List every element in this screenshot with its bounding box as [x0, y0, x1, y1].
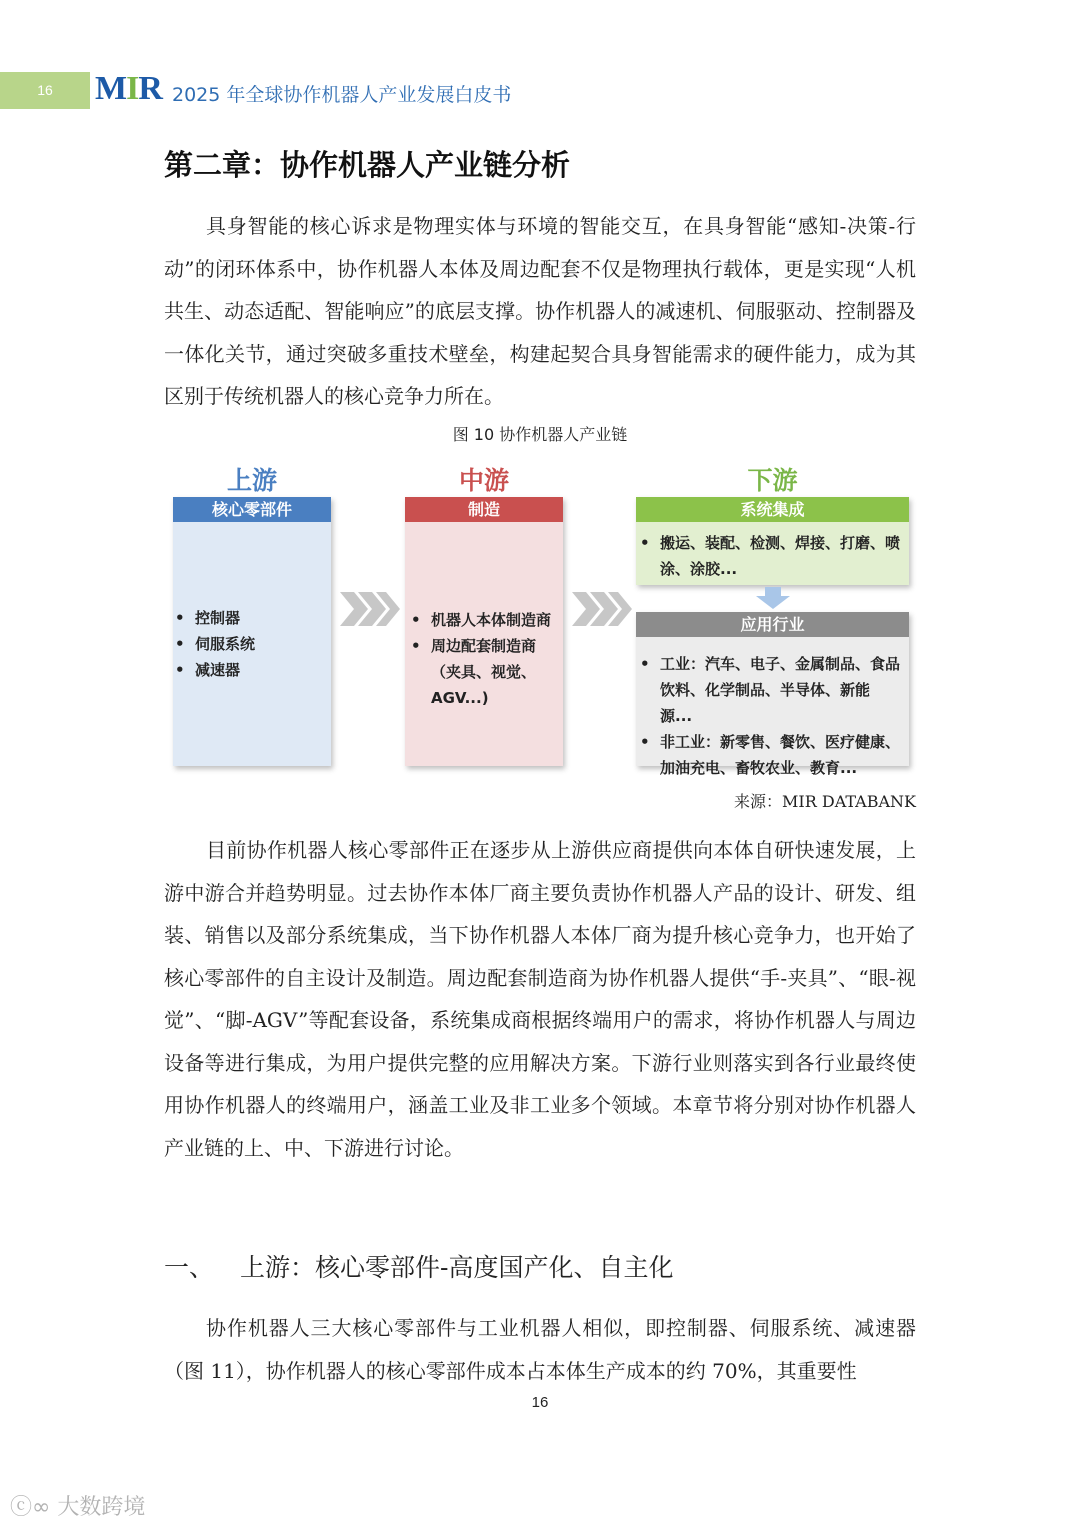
- section-paragraph: 协作机器人三大核心零部件与工业机器人相似，即控制器、伺服系统、减速器（图 11），协作机器人的核心零部件成本占本体生产成本的约 70%，其重要性: [164, 1316, 916, 1383]
- industry-list: [638, 651, 902, 781]
- header-page-number: 16: [37, 82, 53, 98]
- list-item: • 搬运、装配、检测、焊接、打磨、喷涂、涂胶...: [638, 530, 902, 582]
- chevron-arrow-icon: [340, 592, 400, 626]
- upstream-title: 上游: [226, 466, 277, 495]
- list-item: • 周边配套制造商（夹具、视觉、AGV...): [409, 633, 559, 711]
- industry-box: [636, 612, 909, 777]
- list-item: • 伺服系统: [173, 631, 323, 657]
- integration-list: [638, 530, 902, 582]
- midstream-title: 中游: [458, 466, 509, 495]
- footer-page-number: 16: [531, 1394, 549, 1411]
- midstream-box: [405, 497, 563, 766]
- industry-header: 应用行业: [636, 612, 909, 637]
- body-paragraph: 目前协作机器人核心零部件正在逐步从上游供应商提供向本体自研快速发展，上游中游合并趋势明显。过去协作本体厂商主要负责协作机器人产品的设计、研发、组装、销售以及部分系统集成，当下协作机器人本体厂商为提升核心竞争力，也开始了核心零部件的自主设计及制造。周边配套制造商为协作机器人提供“手-夹具”、“眼-视觉”、“脚-AGV”等配套设备，系统集成商根据终端用户的需求，将协作机器人与周边设备等进行集成，为用户提供完整的应用解决方案。下游行业则落实到各行业最终使用协作机器人的终端用户，涵盖工业及非工业多个领域。本章节将分别对协作机器人产业链的上、中、下游进行讨论。: [164, 838, 916, 1160]
- midstream-list: [409, 607, 559, 711]
- section-title: 上游：核心零部件-高度国产化、自主化: [240, 1253, 674, 1282]
- list-item: • 控制器: [173, 605, 323, 631]
- upstream-header: 核心零部件: [173, 497, 331, 522]
- watermark-logo-icon: ⓒ∞: [10, 1495, 58, 1520]
- list-item: • 减速器: [173, 657, 323, 683]
- header-title: 2025 年全球协作机器人产业发展白皮书: [172, 84, 512, 106]
- figure-caption: 图 10 协作机器人产业链: [452, 425, 628, 444]
- chevron-arrow-icon: [572, 592, 632, 626]
- down-arrow-icon: [756, 587, 790, 609]
- watermark: ⓒ∞ 大数跨境: [10, 1495, 146, 1520]
- list-item: • 非工业：新零售、餐饮、医疗健康、加油充电、畜牧农业、教育...: [638, 729, 902, 781]
- mir-logo: MIR: [95, 70, 162, 107]
- figure-source: 来源：MIR DATABANK: [734, 792, 916, 811]
- upstream-box: [173, 497, 331, 766]
- integration-box: [636, 497, 909, 585]
- intro-paragraph: 具身智能的核心诉求是物理实体与环境的智能交互，在具身智能“感知-决策-行动”的闭环体系中，协作机器人本体及周边配套不仅是物理执行载体，更是实现“人机共生、动态适配、智能响应”的底层支撑。协作机器人的减速机、伺服驱动、控制器及一体化关节，通过突破多重技术壁垒，构建起契合具身智能需求的硬件能力，成为其区别于传统机器人的核心竞争力所在。: [164, 214, 916, 408]
- midstream-header: 制造: [405, 497, 563, 522]
- list-item: • 机器人本体制造商: [409, 607, 559, 633]
- section-number: 一、: [164, 1253, 215, 1282]
- list-item: • 工业：汽车、电子、金属制品、食品饮料、化学制品、半导体、新能源...: [638, 651, 902, 729]
- section-heading: [164, 1248, 673, 1284]
- integration-header: 系统集成: [636, 497, 909, 522]
- chapter-title: 第二章：协作机器人产业链分析: [164, 148, 571, 182]
- upstream-list: [173, 605, 323, 683]
- downstream-title: 下游: [747, 466, 798, 495]
